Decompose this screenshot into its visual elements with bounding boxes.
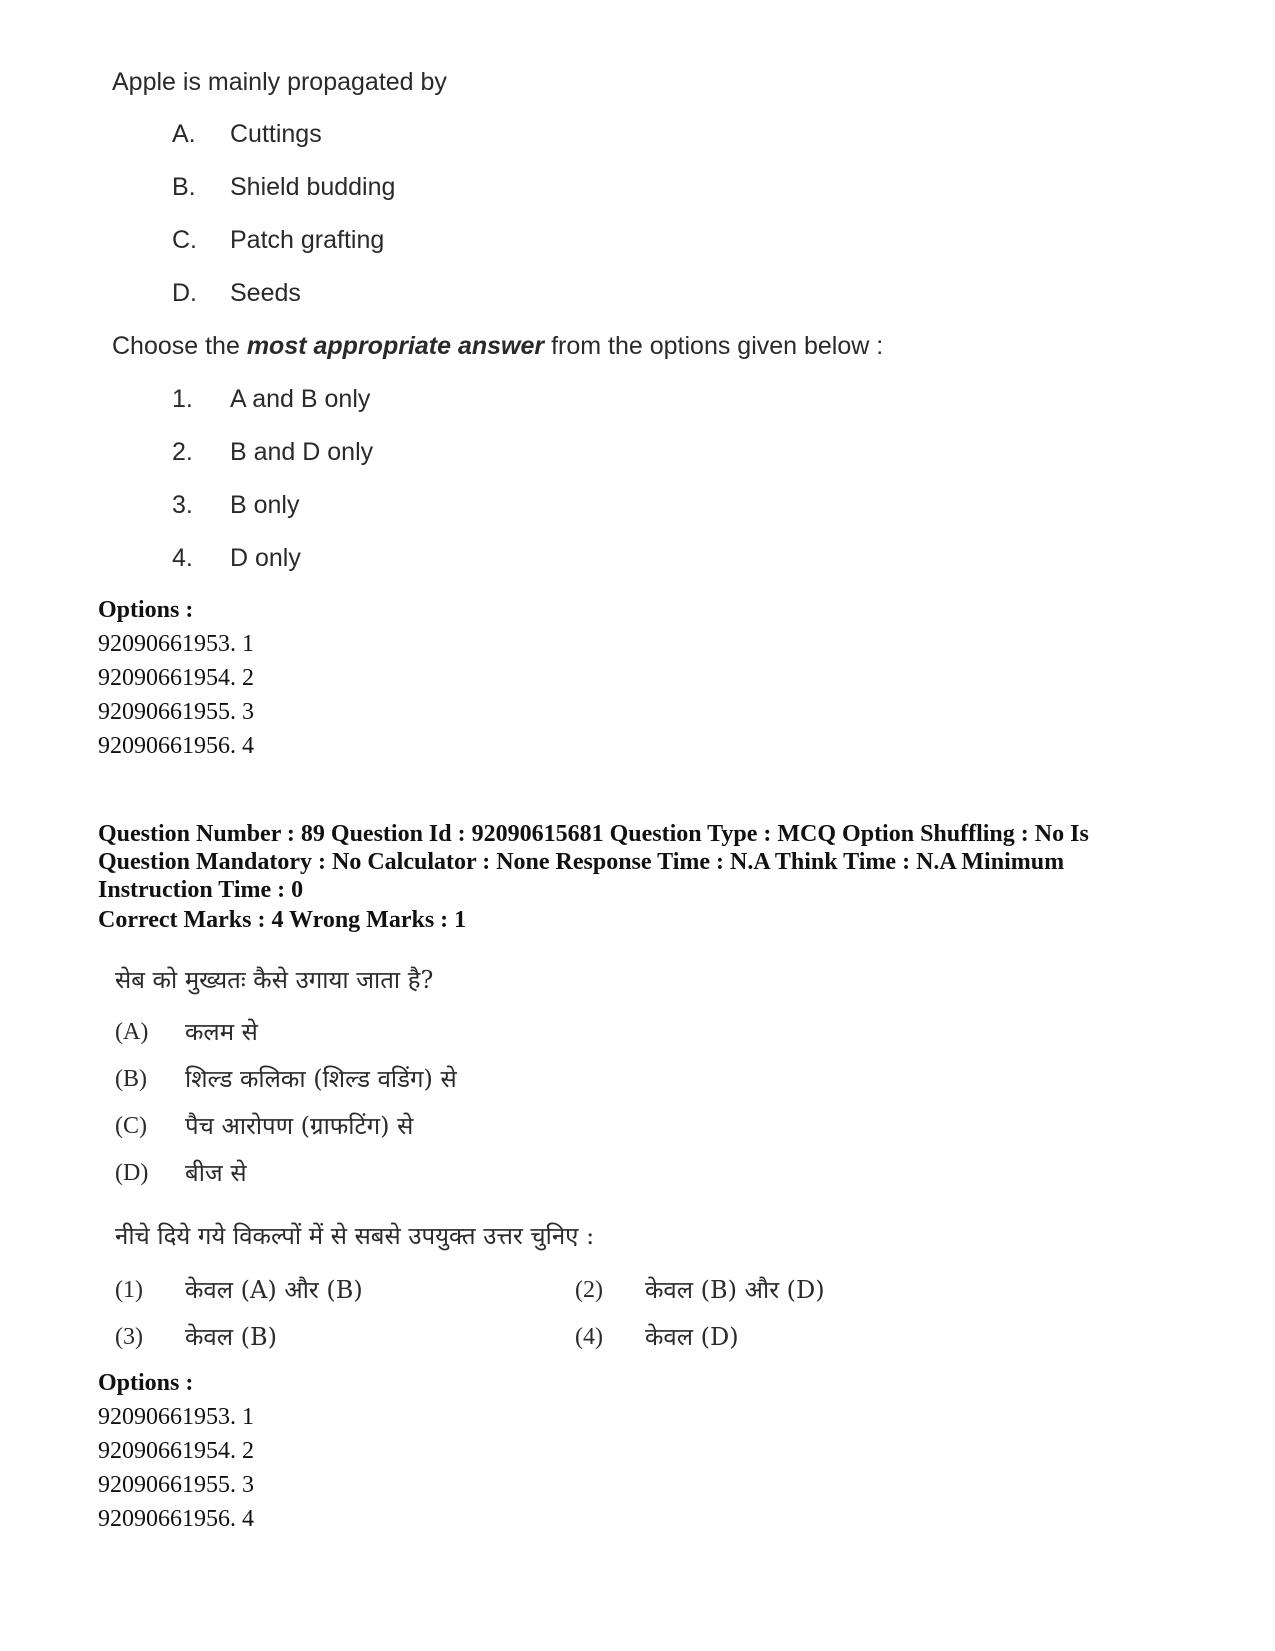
answer-text: B only [230,491,300,519]
statement-label: D. [172,279,197,307]
meta-line: Question Number : 89 Question Id : 92090615681 Question Type : MCQ Option Shuffling : No Is [98,821,1089,847]
answer-label: 1. [172,385,193,413]
option-row: 92090661953. 1 [98,1404,254,1430]
answer-item [575,1314,1035,1361]
statement-list [172,108,1162,320]
answer-item [115,1267,575,1314]
answer-text: केवल (B) और (D) [645,1276,825,1304]
statement-item [172,267,1162,320]
answer-grid [115,1267,1165,1361]
answer-text: A and B only [230,385,371,413]
option-row: 92090661954. 2 [98,1438,254,1464]
statement-label: (B) [115,1066,147,1092]
answer-label: (2) [575,1277,603,1303]
answer-text: केवल (D) [645,1323,739,1351]
options-header: Options : [98,597,194,623]
answer-label: (4) [575,1324,603,1350]
option-row: 92090661955. 3 [98,699,254,725]
statement-item [172,108,1162,161]
answer-item [172,479,1162,532]
answer-label: 2. [172,438,193,466]
statement-item [115,1103,1165,1150]
statement-list [115,1009,1165,1197]
statement-text: बीज से [185,1159,247,1187]
statement-text: कलम से [185,1018,258,1046]
answer-item [172,373,1162,426]
answer-text: केवल (B) [185,1323,278,1351]
options-block [98,593,254,763]
statement-label: C. [172,226,197,254]
answer-item [172,532,1162,585]
statement-text: Patch grafting [230,226,385,254]
answer-text: D only [230,544,301,572]
meta-line: Question Mandatory : No Calculator : None Response Time : N.A Think Time : N.A Minimum [98,849,1065,875]
option-row: 92090661953. 1 [98,631,254,657]
question-stem: Apple is mainly propagated by [112,68,447,96]
meta-line: Instruction Time : 0 [98,877,304,903]
choose-prefix: Choose the [112,332,247,360]
statement-item [172,161,1162,214]
option-row: 92090661956. 4 [98,1506,254,1532]
answer-label: (1) [115,1277,143,1303]
options-header: Options : [98,1370,194,1396]
statement-label: (C) [115,1113,147,1139]
statement-text: Shield budding [230,173,396,201]
statement-label: B. [172,173,196,201]
statement-text: शिल्ड कलिका (शिल्ड वडिंग) से [185,1065,457,1093]
question-meta [98,820,1178,904]
answer-label: 4. [172,544,193,572]
options-block [98,1366,254,1536]
answer-item [115,1314,575,1361]
marks-line: Correct Marks : 4 Wrong Marks : 1 [98,907,467,933]
answer-label: (3) [115,1324,143,1350]
option-row: 92090661954. 2 [98,665,254,691]
statement-text: Seeds [230,279,301,307]
statement-text: Cuttings [230,120,322,148]
hindi-question [115,955,1165,1361]
choose-emphasis: most appropriate answer [246,332,545,360]
choose-instruction: नीचे दिये गये विकल्पों में से सबसे उपयुक्त उत्तर चुनिए : [115,1222,595,1250]
statement-item [115,1056,1165,1103]
statement-label: A. [172,120,196,148]
answer-text: B and D only [230,438,374,466]
question-stem: सेब को मुख्यतः कैसे उगाया जाता है? [115,966,434,994]
statement-item [115,1150,1165,1197]
answer-text: केवल (A) और (B) [185,1276,363,1304]
answer-item [575,1267,1035,1314]
statement-label: (D) [115,1160,149,1186]
answer-list [172,373,1162,585]
option-row: 92090661955. 3 [98,1472,254,1498]
english-question [112,62,1162,585]
choose-suffix: from the options given below : [544,332,884,360]
statement-text: पैच आरोपण (ग्राफटिंग) से [185,1112,414,1140]
answer-item [172,426,1162,479]
option-row: 92090661956. 4 [98,733,254,759]
statement-item [115,1009,1165,1056]
choose-instruction [112,320,1162,373]
answer-label: 3. [172,491,193,519]
statement-label: (A) [115,1019,149,1045]
statement-item [172,214,1162,267]
